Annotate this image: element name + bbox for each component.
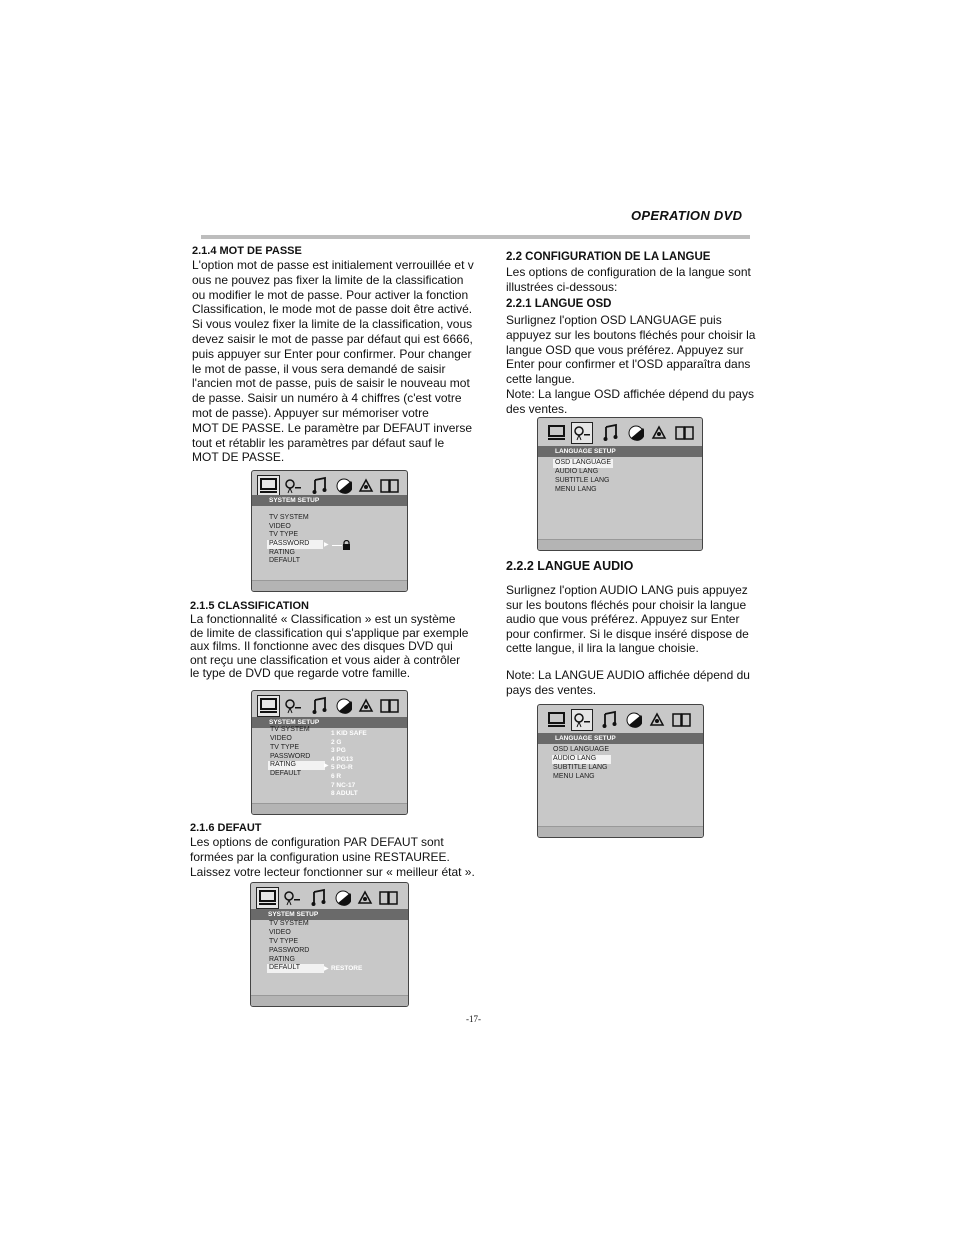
video-setup-icon — [628, 423, 644, 443]
system-setup-icon — [546, 423, 567, 443]
heading-langue-audio: 2.2.2 LANGUE AUDIO — [506, 559, 634, 573]
menu-item-rating: RATING — [268, 761, 325, 770]
system-setup-icon — [258, 696, 279, 716]
menu-item-tv-type: TV TYPE — [270, 744, 300, 751]
text-line: Les options de configuration PAR DEFAUT sont — [190, 835, 444, 849]
rating-value: 2 G — [331, 738, 342, 746]
text-line: l'ancien mot de passe, puis de saisir le nouveau mot — [192, 376, 470, 391]
paragraph-mot-de-passe — [192, 258, 474, 465]
dolby-icon — [379, 888, 398, 908]
audio-setup-icon — [602, 710, 617, 730]
heading-mot-de-passe: 2.1.4 MOT DE PASSE — [192, 245, 302, 257]
dolby-icon — [380, 476, 399, 496]
menu-item-menu-lang: MENU LANG — [555, 486, 597, 493]
text-line: de limite de classification qui s'applique par exemple — [190, 625, 469, 640]
text-line: de passe. Saisir un numéro à 4 chiffres (c'est votre — [192, 391, 462, 406]
dolby-icon — [675, 423, 694, 443]
rating-value: 6 R — [331, 773, 342, 780]
rating-value: 4 PG13 — [331, 755, 354, 763]
paragraph-configuration-langue — [506, 265, 751, 295]
menu-title: SYSTEM SETUP — [252, 717, 407, 728]
text-line: Classification, le mode mot de passe doit être activé. — [192, 302, 473, 317]
language-setup-icon — [284, 476, 302, 496]
menu-item-rating: RATING — [269, 549, 295, 556]
text-line: L'option mot de passe est initialement verrouillée et v — [192, 258, 474, 272]
menu-item-rating: RATING — [269, 956, 295, 963]
text-line: Surlignez l'option AUDIO LANG puis appuyez — [506, 583, 748, 597]
lock-icon — [342, 540, 351, 550]
text-line: cette langue, il lira la langue choisie. — [506, 641, 699, 655]
rating-value: 5 PG-R — [331, 764, 353, 772]
heading-langue-osd: 2.2.1 LANGUE OSD — [506, 298, 612, 310]
menu-item-tv-system: TV SYSTEM — [269, 920, 309, 927]
menu-title: SYSTEM SETUP — [251, 909, 408, 920]
audio-setup-icon — [603, 423, 618, 443]
menu-icon-bar — [538, 418, 702, 449]
text-line: Enter pour confirmer et l'OSD apparaîtra dans — [506, 357, 751, 372]
menu-item-osd-language: OSD LANGUAGE — [553, 746, 610, 753]
menu-item-subtitle-lang: SUBTITLE LANG — [553, 764, 608, 771]
speaker-setup-icon — [649, 710, 665, 730]
text-line: Laissez votre lecteur fonctionner sur « meilleur état ». — [190, 864, 475, 879]
speaker-setup-icon — [358, 476, 374, 496]
menu-item-video: VIDEO — [269, 523, 291, 530]
text-line: ous ne pouvez pas fixer la limite de la classification — [192, 272, 464, 287]
heading-classification: 2.1.5 CLASSIFICATION — [190, 600, 309, 612]
heading-defaut: 2.1.6 DEFAUT — [190, 822, 262, 834]
text-line: formées par la configuration usine RESTAUREE. — [190, 849, 450, 864]
text-line: MOT DE PASSE. Le paramètre par DEFAUT inverse — [192, 420, 473, 435]
text-line: Note: La langue OSD affichée dépend du pays — [506, 386, 754, 401]
text-line: Les options de configuration de la langue sont — [506, 265, 751, 279]
menu-item-tv-type: TV TYPE — [269, 531, 299, 538]
paragraph-langue-audio — [506, 583, 749, 656]
menu-item-video: VIDEO — [270, 735, 292, 742]
screen-footer — [252, 580, 407, 591]
menu-item-password: PASSWORD — [267, 540, 323, 549]
text-line: La fonctionnalité « Classification » est un système — [190, 612, 456, 626]
system-setup-icon — [258, 476, 279, 496]
speaker-setup-icon — [358, 696, 374, 716]
text-line: illustrées ci-dessous: — [506, 279, 618, 294]
text-line: le type de DVD que regarde votre famille. — [190, 666, 411, 680]
rating-value: 8 ADULT — [331, 790, 358, 798]
speaker-setup-icon — [357, 888, 373, 908]
screen-footer — [538, 539, 702, 550]
text-line: audio que vous préférez. Appuyez sur Enter — [506, 612, 740, 626]
paragraph-classification — [190, 613, 468, 681]
text-line: le mot de passe, il vous sera demandé de saisir — [192, 361, 446, 376]
page-number: -17- — [466, 1014, 481, 1024]
text-line: langue OSD que vous préférez. Appuyez sur — [506, 342, 744, 357]
dash-line — [332, 545, 342, 546]
menu-item-tv-system: TV SYSTEM — [269, 514, 309, 521]
menu-item-tv-type: TV TYPE — [269, 938, 299, 945]
system-setup-password-screen — [251, 470, 408, 592]
video-setup-icon — [335, 888, 351, 908]
menu-item-password: PASSWORD — [270, 753, 311, 760]
paragraph-defaut — [190, 835, 475, 879]
menu-item-default: DEFAULT — [267, 964, 324, 973]
text-line: Si vous voulez fixer la limite de la classification, vous — [192, 317, 473, 332]
arrow-right-icon: ▶ — [324, 763, 329, 769]
text-line: ou modifier le mot de passe. Pour activer la fonction — [192, 287, 469, 302]
menu-item-default: DEFAULT — [269, 557, 300, 564]
language-setup-icon — [283, 888, 301, 908]
menu-item-audio-lang: AUDIO LANG — [552, 755, 611, 764]
text-line: appuyez sur les boutons fléchés pour choisir la — [506, 327, 756, 342]
screen-footer — [252, 803, 407, 814]
menu-item-video: VIDEO — [269, 929, 291, 936]
menu-icon-bar — [538, 705, 703, 736]
text-line: Surlignez l'option OSD LANGUAGE puis — [506, 313, 722, 327]
audio-setup-icon — [312, 476, 327, 496]
screen-footer — [251, 995, 408, 1006]
text-line: MOT DE PASSE. — [192, 450, 285, 465]
language-setup-icon — [572, 423, 592, 443]
video-setup-icon — [336, 696, 352, 716]
text-line: tout et rétablir les paramètres par défaut sauf le — [192, 435, 445, 450]
text-line: des ventes. — [506, 401, 568, 416]
paragraph-langue-osd — [506, 313, 755, 417]
audio-setup-icon — [311, 888, 326, 908]
dolby-icon — [380, 696, 399, 716]
audio-setup-icon — [312, 696, 327, 716]
system-setup-rating-screen — [251, 690, 408, 815]
heading-configuration-langue: 2.2 CONFIGURATION DE LA LANGUE — [506, 251, 711, 263]
screen-footer — [538, 826, 703, 837]
arrow-right-icon: ▶ — [324, 966, 329, 972]
arrow-right-icon: ▶ — [324, 542, 329, 548]
text-line: mot de passe). Appuyer sur mémoriser votre — [192, 405, 429, 420]
speaker-setup-icon — [651, 423, 667, 443]
text-line: sur les boutons fléchés pour choisir la langue — [506, 597, 747, 612]
language-setup-icon — [284, 696, 302, 716]
note-langue-audio — [506, 668, 750, 697]
video-setup-icon — [336, 476, 352, 496]
language-setup-audio-screen — [537, 704, 704, 838]
language-setup-icon — [572, 710, 592, 730]
language-setup-osd-screen — [537, 417, 703, 551]
menu-item-subtitle-lang: SUBTITLE LANG — [555, 477, 610, 484]
rating-value: 7 NC-17 — [331, 781, 356, 789]
text-line: Note: La LANGUE AUDIO affichée dépend du — [506, 668, 750, 682]
header-rule — [201, 235, 750, 239]
menu-item-default: DEFAULT — [270, 770, 301, 777]
dolby-icon — [672, 710, 691, 730]
text-line: pour confirmer. Si le disque inséré dispose de — [506, 626, 749, 641]
menu-title: LANGUAGE SETUP — [538, 446, 702, 457]
rating-value: 1 KID SAFE — [331, 730, 367, 737]
menu-item-osd-language: OSD LANGUAGE — [555, 459, 612, 466]
system-setup-icon — [257, 888, 278, 908]
menu-item-tv-system: TV SYSTEM — [270, 726, 310, 733]
video-setup-icon — [626, 710, 642, 730]
text-line: pays des ventes. — [506, 682, 597, 697]
text-line: devez saisir le mot de passe par défaut qui est 6666, — [192, 331, 473, 346]
restore-option: RESTORE — [331, 965, 363, 972]
menu-item-menu-lang: MENU LANG — [553, 773, 595, 780]
text-line: ont reçu une classification et vous aider à contrôler — [190, 652, 461, 667]
text-line: aux films. Il fonctionne avec des disques DVD qui — [190, 639, 453, 653]
system-setup-default-screen — [250, 882, 409, 1007]
system-setup-icon — [546, 710, 567, 730]
menu-title: SYSTEM SETUP — [252, 495, 407, 506]
text-line: cette langue. — [506, 372, 575, 387]
rating-value: 3 PG — [331, 747, 346, 755]
menu-item-password: PASSWORD — [269, 947, 310, 954]
text-line: puis appuyer sur Enter pour confirmer. Pour changer — [192, 346, 472, 361]
menu-title: LANGUAGE SETUP — [538, 733, 703, 744]
page-header: OPERATION DVD — [631, 208, 743, 223]
menu-item-audio-lang: AUDIO LANG — [555, 468, 599, 475]
